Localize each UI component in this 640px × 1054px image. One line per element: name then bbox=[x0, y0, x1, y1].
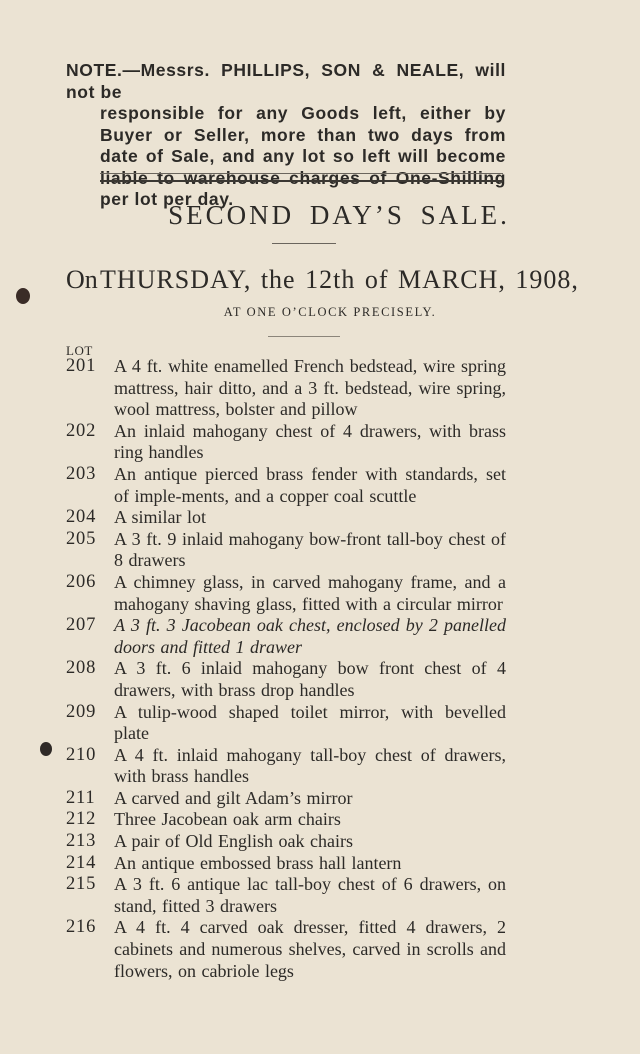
lot-description: An antique embossed brass hall lantern bbox=[114, 852, 402, 873]
lot-number: 213 bbox=[66, 831, 97, 852]
lot-entry bbox=[66, 421, 506, 464]
lot-description: A 3 ft. 3 Jacobean oak chest, enclosed by 2 panelled doors and fitted 1 drawer bbox=[114, 615, 506, 657]
lot-number: 201 bbox=[66, 356, 97, 376]
lot-number: 202 bbox=[66, 420, 97, 441]
time-divider bbox=[268, 336, 340, 337]
lot-list bbox=[66, 356, 506, 982]
lot-description: A 4 ft. white enamelled French bedstead, wire spring mattress, hair ditto, and a 3 ft. bedstead, wire spring, wool mattress, bolster and pillow bbox=[114, 356, 506, 420]
lot-entry bbox=[66, 356, 506, 421]
lot-description: Three Jacobean oak arm chairs bbox=[114, 809, 341, 830]
lot-number: 207 bbox=[66, 615, 97, 636]
lot-number: 214 bbox=[66, 852, 97, 873]
note-first-line: NOTE.—Messrs. PHILLIPS, SON & NEALE, will not be bbox=[66, 60, 506, 102]
lot-entry bbox=[66, 831, 506, 853]
lot-description: A pair of Old English oak chairs bbox=[114, 831, 353, 852]
lot-number: 216 bbox=[66, 917, 97, 938]
lot-number: 206 bbox=[66, 571, 97, 592]
lot-entry bbox=[66, 809, 506, 831]
lot-entry bbox=[66, 529, 506, 572]
sale-heading: SECOND DAY’S SALE. bbox=[168, 200, 510, 230]
lot-number: 212 bbox=[66, 809, 97, 830]
note-continuation: responsible for any Goods left, either by Buyer or Seller, more than two days from date of Sale, and any lot so left will become liable to warehouse charges of One-Shilling per lot per day. bbox=[100, 103, 506, 209]
sale-time: AT ONE O’CLOCK PRECISELY. bbox=[223, 305, 437, 319]
lot-number: 204 bbox=[66, 507, 97, 528]
lot-column-header: LOT bbox=[66, 343, 93, 358]
lot-number: 209 bbox=[66, 701, 97, 722]
lot-entry bbox=[66, 788, 506, 810]
lot-description: A 3 ft. 6 inlaid mahogany bow front chest of 4 drawers, with brass drop handles bbox=[114, 658, 506, 700]
lot-entry bbox=[66, 615, 506, 658]
lot-entry bbox=[66, 702, 506, 745]
heading-divider bbox=[272, 243, 336, 244]
ink-blot bbox=[16, 288, 30, 304]
lot-number: 208 bbox=[66, 658, 97, 679]
lot-description: A chimney glass, in carved mahogany frame, and a mahogany shaving glass, fitted with a circular mirror bbox=[114, 571, 506, 614]
lot-description: A carved and gilt Adam’s mirror bbox=[114, 787, 353, 808]
lot-number: 211 bbox=[66, 787, 96, 808]
warehouse-charges-note bbox=[66, 60, 506, 211]
lot-description: An antique pierced brass fender with standards, set of imple-ments, and a copper coal scuttle bbox=[114, 463, 506, 506]
lot-description: A 3 ft. 9 inlaid mahogany bow-front tall-boy chest of 8 drawers bbox=[114, 528, 506, 571]
double-divider bbox=[100, 173, 503, 182]
lot-entry bbox=[66, 853, 506, 875]
lot-description: A similar lot bbox=[114, 507, 206, 528]
lot-number: 203 bbox=[66, 463, 97, 484]
lot-entry bbox=[66, 917, 506, 982]
lot-description: A tulip-wood shaped toilet mirror, with bevelled plate bbox=[114, 701, 506, 744]
date-on-label: On bbox=[66, 265, 98, 294]
lot-entry bbox=[66, 874, 506, 917]
lot-description: A 4 ft. inlaid mahogany tall-boy chest of drawers, with brass handles bbox=[114, 744, 506, 787]
lot-entry bbox=[66, 507, 506, 529]
lot-number: 210 bbox=[66, 744, 97, 765]
lot-description: A 4 ft. 4 carved oak dresser, fitted 4 drawers, 2 cabinets and numerous shelves, carved in scrolls and flowers, on cabriole legs bbox=[114, 917, 506, 981]
lot-description: An inlaid mahogany chest of 4 drawers, with brass ring handles bbox=[114, 420, 506, 463]
lot-entry bbox=[66, 464, 506, 507]
lot-entry bbox=[66, 658, 506, 701]
ink-blot bbox=[40, 742, 52, 756]
lot-description: A 3 ft. 6 antique lac tall-boy chest of 6 drawers, on stand, fitted 3 drawers bbox=[114, 874, 506, 916]
lot-number: 205 bbox=[66, 528, 97, 549]
sale-date: THURSDAY, the 12th of MARCH, 1908, bbox=[100, 265, 579, 294]
lot-entry bbox=[66, 572, 506, 615]
lot-entry bbox=[66, 745, 506, 788]
lot-number: 215 bbox=[66, 874, 97, 895]
